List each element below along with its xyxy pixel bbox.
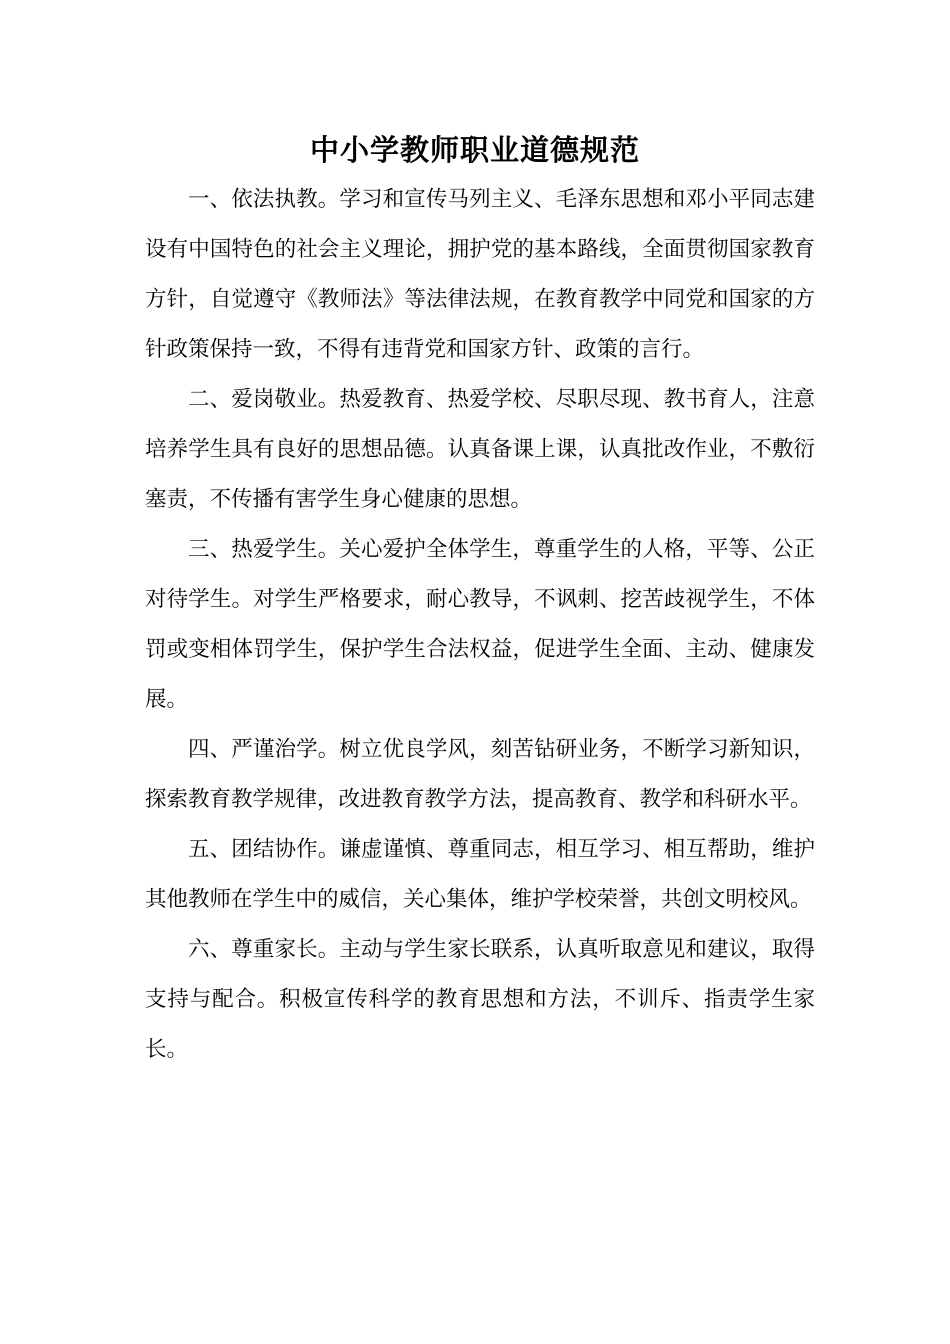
paragraph-5-cooperation: 五、团结协作。谦虚谨慎、尊重同志，相互学习、相互帮助，维护其他教师在学生中的威信，关心集体，维护学校荣誉，共创文明校风。: [145, 837, 815, 912]
document-title: 中小学教师职业道德规范: [309, 133, 640, 167]
paragraph-4-rigorous-study: 四、严谨治学。树立优良学风，刻苦钻研业务，不断学习新知识，探索教育教学规律，改进教育教学方法，提高教育、教学和科研水平。: [145, 737, 815, 812]
paragraph-1-law-abiding: 一、依法执教。学习和宣传马列主义、毛泽东思想和邓小平同志建设有中国特色的社会主义理论，拥护党的基本路线，全面贯彻国家教育方针，自觉遵守《教师法》等法律法规，在教育教学中同党和国家的方针政策保持一致，不得有违背党和国家方针、政策的言行。: [145, 187, 815, 362]
paragraph-2-dedication: 二、爱岗敬业。热爱教育、热爱学校、尽职尽现、教书育人，注意培养学生具有良好的思想品德。认真备课上课，认真批改作业，不敷衍塞责，不传播有害学生身心健康的思想。: [145, 387, 815, 512]
document-body: [145, 175, 815, 1075]
paragraph-3-love-students: 三、热爱学生。关心爱护全体学生，尊重学生的人格，平等、公正对待学生。对学生严格要求，耐心教导，不讽刺、挖苦歧视学生，不体罚或变相体罚学生，保护学生合法权益，促进学生全面、主动、健康发展。: [145, 537, 815, 712]
paragraph-6-respect-parents: 六、尊重家长。主动与学生家长联系，认真听取意见和建议，取得支持与配合。积极宣传科学的教育思想和方法，不训斥、指责学生家长。: [145, 937, 815, 1062]
